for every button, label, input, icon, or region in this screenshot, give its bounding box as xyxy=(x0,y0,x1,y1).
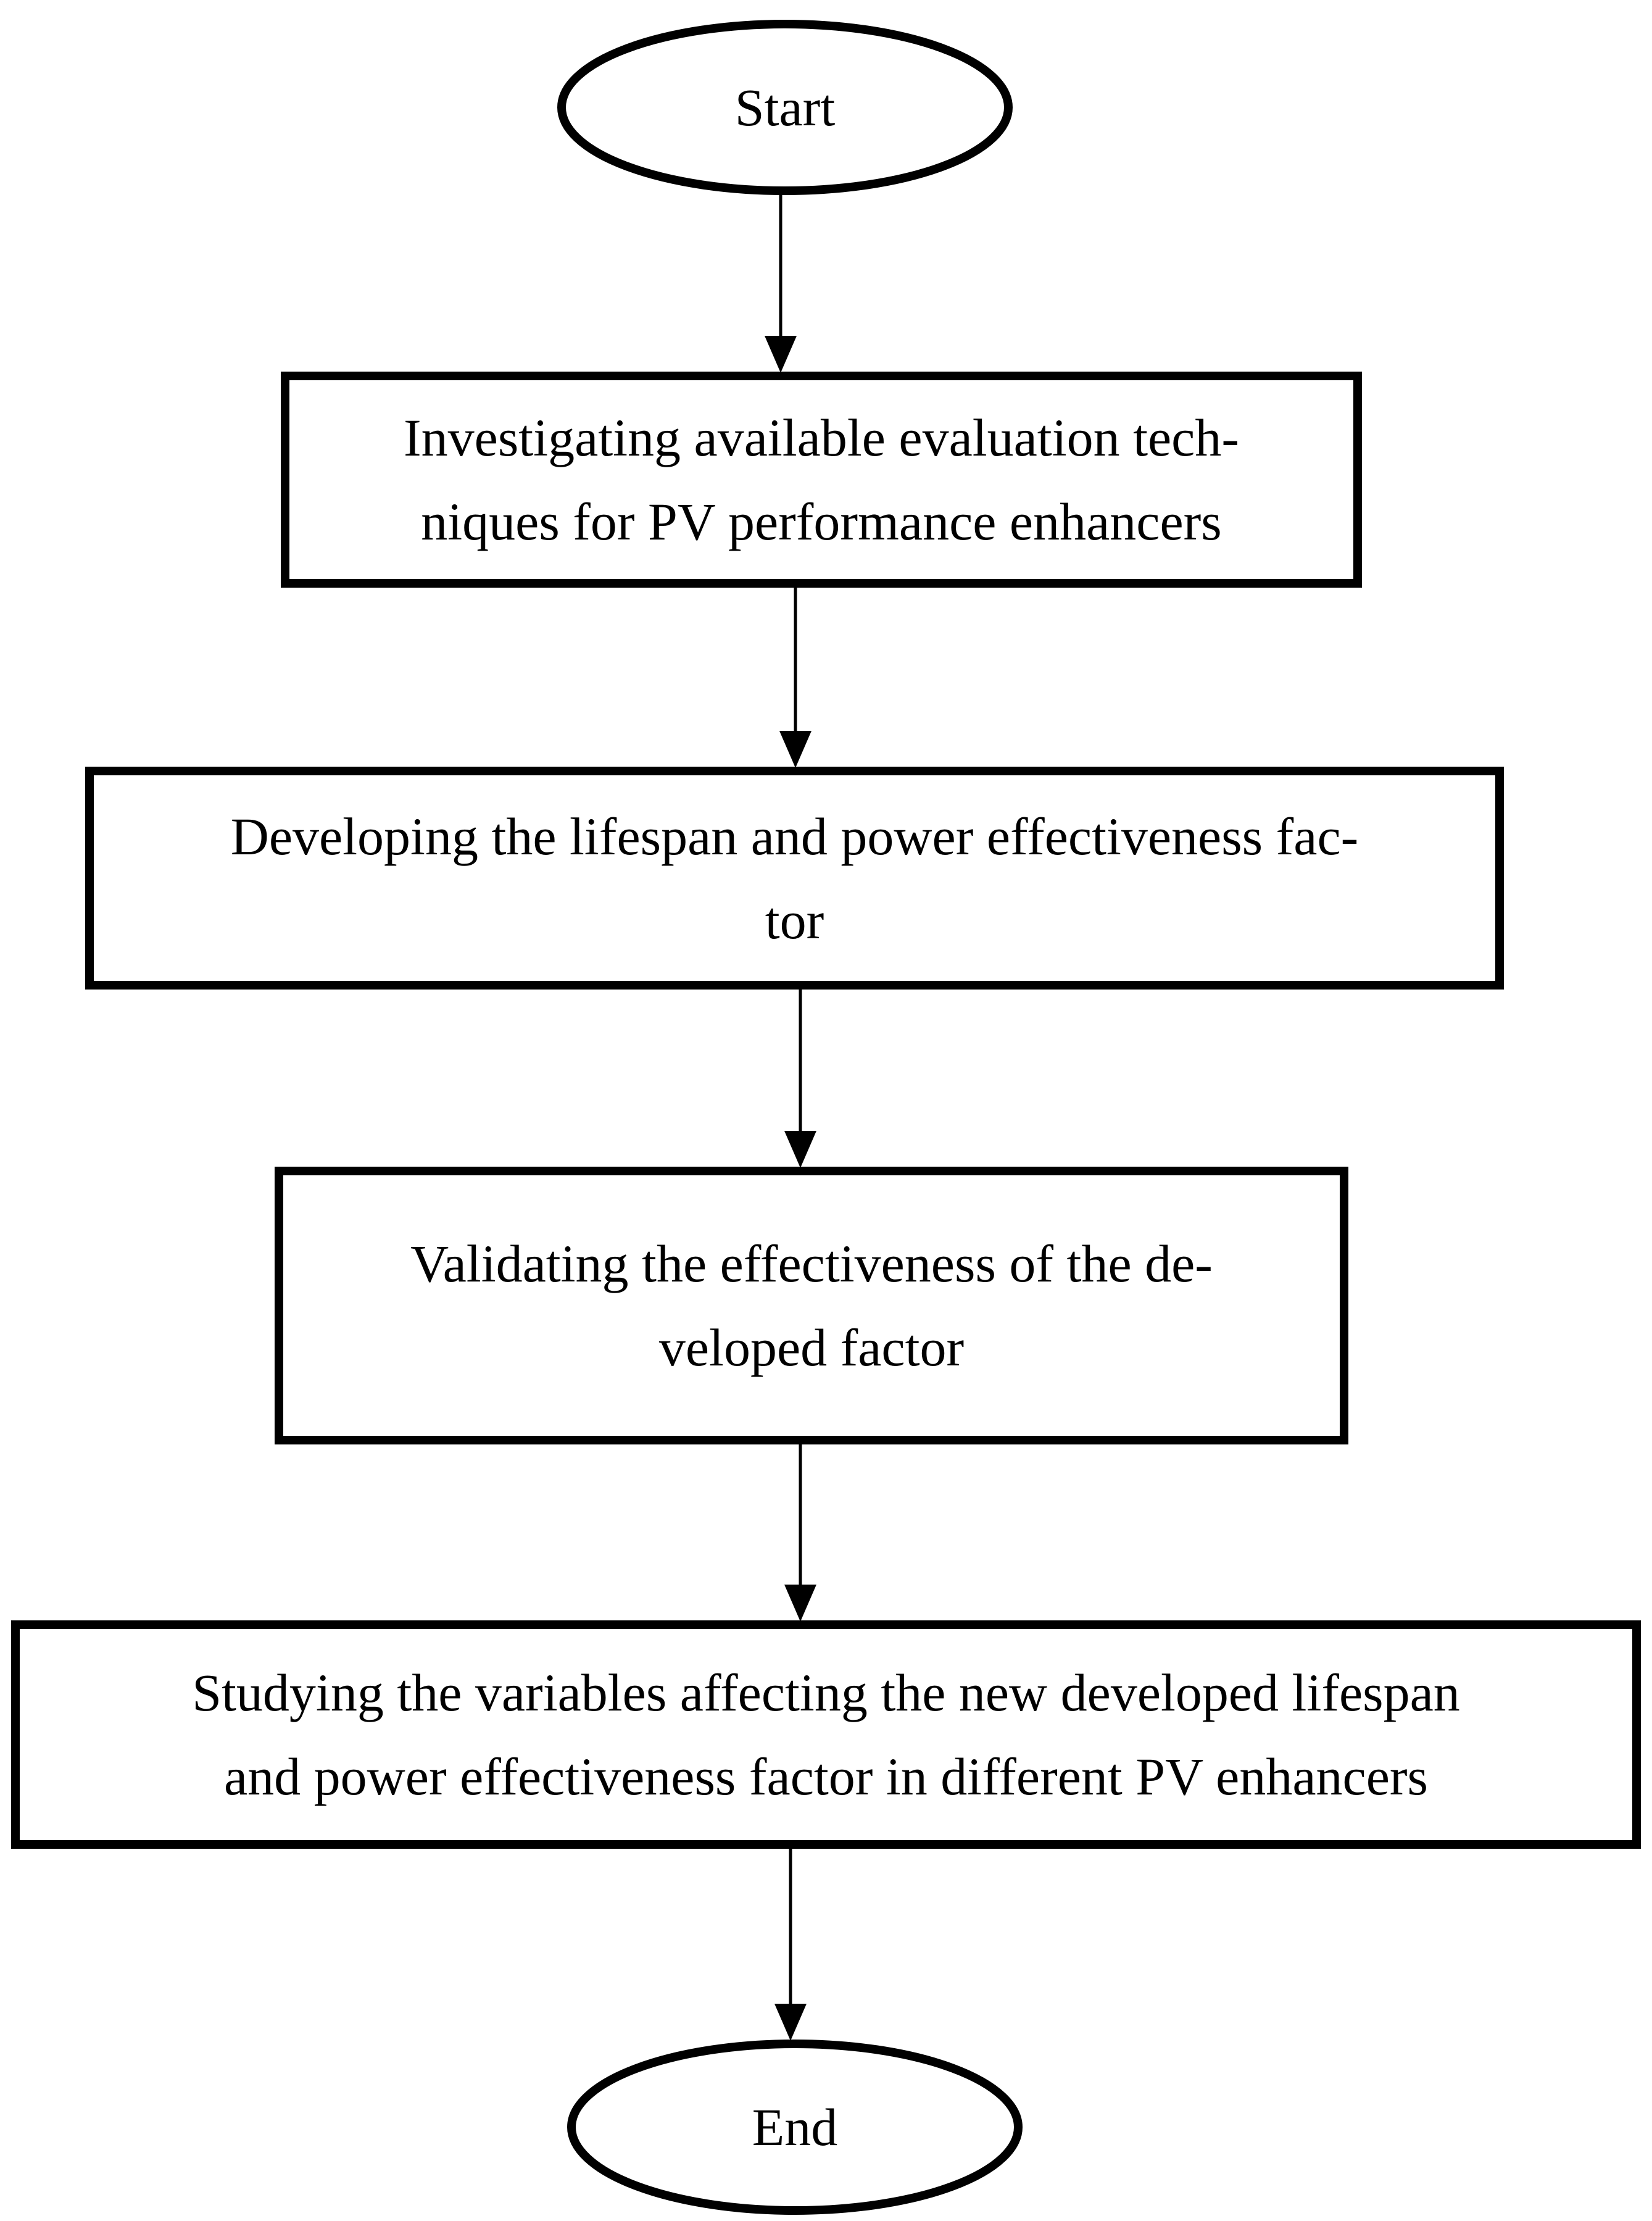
step-2-label xyxy=(94,775,1495,981)
step-2-line-2: tor xyxy=(765,890,824,950)
connector-step-1-to-step-2 xyxy=(779,586,811,768)
end-label xyxy=(571,2044,1018,2211)
step-3-label xyxy=(283,1175,1340,1436)
step-3-line-2: veloped factor xyxy=(658,1318,965,1377)
connector-step-3-to-step-4 xyxy=(784,1443,816,1622)
step-4-label xyxy=(20,1629,1632,1840)
step-4-line-2: and power effectiveness factor in different PV enhancers xyxy=(224,1747,1428,1806)
start-text: Start xyxy=(734,78,836,137)
step-1-label xyxy=(289,380,1353,579)
step-2-line-1: Developing the lifespan and power effectiveness fac- xyxy=(230,806,1359,866)
step-1-line-2: niques for PV performance enhancers xyxy=(421,492,1222,551)
step-3-line-1: Validating the effectiveness of the de- xyxy=(410,1234,1213,1293)
step-4-line-1: Studying the variables affecting the new developed lifespan xyxy=(192,1663,1460,1722)
end-text: End xyxy=(752,2098,838,2157)
connector-start-to-step-1 xyxy=(765,191,797,373)
connector-step-4-to-end xyxy=(774,1848,807,2041)
step-1-line-1: Investigating available evaluation tech- xyxy=(404,408,1239,467)
connector-step-2-to-step-3 xyxy=(784,988,816,1168)
start-label xyxy=(562,24,1008,191)
